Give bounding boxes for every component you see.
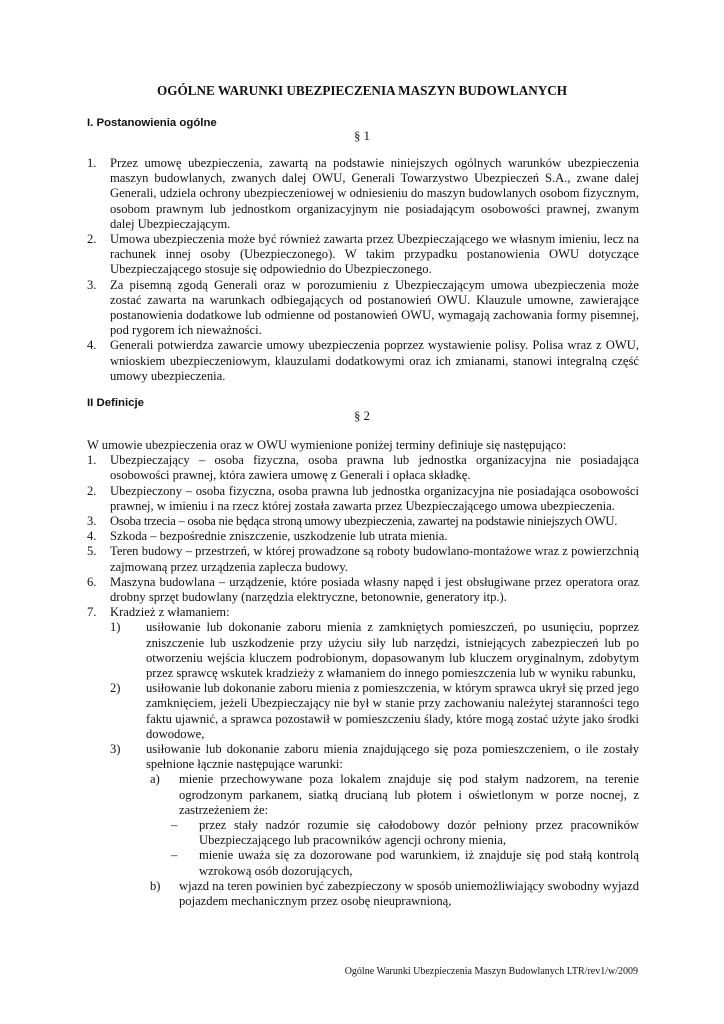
list-item (87, 156, 639, 232)
sub-list-item (87, 742, 639, 772)
item-number: 5. (87, 544, 97, 559)
list-item (87, 338, 639, 384)
list-item (87, 529, 639, 544)
item-number: 3. (87, 514, 97, 529)
sub-item-text: usiłowanie lub dokonanie zaboru mienia z pomieszczenia, w którym sprawca ukrył się przed jego zamknięciem, jeżeli Ubezpieczający nie był w stanie przy zachowaniu należytej staranności tego faktu ujawnić, a sprawca pozostawił w pomieszczeniu ślady, które mogą zostać użyte jako środki dowodowe, (146, 681, 639, 741)
definitions-intro: W umowie ubezpieczenia oraz w OWU wymienione poniżej terminy definiuje się następująco: (87, 438, 567, 452)
paragraph-symbol-1: § 1 (354, 129, 370, 143)
item-text: Przez umowę ubezpieczenia, zawartą na podstawie niniejszych ogólnych warunków ubezpieczenia maszyn budowlanych, zwanych dalej OWU, Generali Towarzystwo Ubezpieczeń S.A., zwane dalej Generali, udziela ochrony ubezpieczeniowej w odniesieniu do maszyn budowlanych osobom fizycznym, osobom prawnym lub jednostkom organizacyjnym nie posiadającym osobowości prawnej, zwanym dalej Ubezpieczającym. (110, 156, 639, 231)
letter-item-label: b) (150, 878, 161, 893)
sub-item-text: usiłowanie lub dokonanie zaboru mienia znajdującego się poza pomieszczeniem, o ile zostały spełnione łącznie następujące warunki: (146, 742, 639, 772)
item-number: 2. (87, 232, 97, 247)
list-item (87, 453, 639, 483)
letter-item-text: wjazd na teren powinien być zabezpieczony w sposób uniemożliwiający swobodny wyjazd pojazdem mechanicznym przez osobę nieuprawnioną, (179, 878, 639, 909)
list-item (87, 605, 639, 620)
letter-list-item (87, 879, 639, 909)
section-heading-definitions: II Definicje (87, 397, 144, 409)
item-text: Umowa ubezpieczenia może być również zawarta przez Ubezpieczającego we własnym imieniu, lecz na rachunek innej osoby (Ubezpieczonego). W takim przypadku postanowienia OWU dotyczące Ubezpieczającego stosuje się odpowiednio do Ubezpieczonego. (110, 232, 639, 277)
item-text: Generali potwierdza zawarcie umowy ubezpieczenia poprzez wystawienie polisy. Polisa wraz z OWU, wnioskiem ubezpieczeniowym, klauzulami dodatkowymi oraz ich zmianami, stanowi integralną część umowy ubezpieczenia. (110, 338, 639, 383)
paragraph-symbol-2: § 2 (354, 409, 370, 423)
item-number: 1. (87, 156, 97, 170)
dash-bullet: – (171, 818, 178, 833)
item-text: Osoba trzecia – osoba nie będąca stroną umowy ubezpieczenia, zawartej na podstawie niniejszych OWU. (110, 514, 618, 529)
document-title: OGÓLNE WARUNKI UBEZPIECZENIA MASZYN BUDOWLANYCH (156, 83, 568, 98)
item-number: 6. (87, 574, 97, 589)
sub-item-number: 2) (110, 681, 121, 696)
dash-item-text: mienie uważa się za dozorowane pod warunkiem, iż znajduje się pod stałą kontrolą wzrokową osób dozorujących, (199, 848, 639, 878)
list-item (87, 232, 639, 278)
page-footer: Ogólne Warunki Ubezpieczenia Maszyn Budowlanych LTR/rev1/w/2009 (344, 966, 638, 977)
sub-item-number: 1) (110, 620, 121, 635)
item-number: 4. (87, 529, 97, 544)
item-text: Szkoda – bezpośrednie zniszczenie, uszkodzenie lub utrata mienia. (110, 529, 448, 544)
list-item (87, 544, 639, 574)
section-heading-general: I. Postanowienia ogólne (87, 117, 217, 129)
item-text: Teren budowy – przestrzeń, w której prowadzone są roboty budowlano-montażowe wraz z powierzchnią zajmowaną przez urządzenia zaplecza budowy. (110, 544, 639, 574)
item-text: Za pisemną zgodą Generali oraz w porozumieniu z Ubezpieczającym umowa ubezpieczenia może zostać zawarta na warunkach odbiegających od postanowień OWU. Klauzule umowne, zawierające postanowienia dodatkowe lub odmienne od postanowień OWU, wymagają zachowania formy pisemnej, pod rygorem ich nieważności. (110, 277, 639, 338)
sub-list-item (87, 681, 639, 742)
list-item (87, 575, 639, 605)
item-number: 4. (87, 338, 97, 353)
item-text: Ubezpieczający – osoba fizyczna, osoba prawna lub jednostka organizacyjna nie posiadająca osobowości prawnej, która zawiera umowę z Generali i opłaca składkę. (110, 453, 639, 483)
dash-list-item (87, 848, 639, 878)
letter-item-label: a) (150, 772, 160, 787)
definitions-list (87, 438, 639, 909)
general-provisions-list (87, 156, 639, 384)
item-number: 3. (87, 277, 97, 292)
item-number: 1. (87, 453, 97, 468)
item-text: Kradzież z włamaniem: (110, 605, 230, 620)
letter-list-item (87, 772, 639, 818)
letter-item-text: mienie przechowywane poza lokalem znajduje się pod stałym nadzorem, na terenie ogrodzonym parkanem, siatką drucianą lub płotem i oświetlonym w porze nocnej, z zastrzeżeniem że: (179, 772, 639, 817)
sub-list-item (87, 620, 639, 681)
dash-list-item (87, 818, 639, 848)
list-item (87, 278, 639, 339)
dash-bullet: – (171, 848, 178, 863)
item-number: 2. (87, 483, 97, 498)
item-text: Maszyna budowlana – urządzenie, które posiada własny napęd i jest obsługiwane przez operatora oraz drobny sprzęt budowlany (narzędzia elektryczne, betonownie, generatory itp.). (110, 574, 639, 605)
dash-item-text: przez stały nadzór rozumie się całodobowy dozór pełniony przez pracowników Ubezpieczającego lub pracowników agencji ochrony mienia, (199, 818, 639, 848)
list-item (87, 484, 639, 514)
list-item (87, 514, 639, 529)
item-text: Ubezpieczony – osoba fizyczna, osoba prawna lub jednostka organizacyjna nie posiadająca osobowości prawnej, w imieniu i na rzecz której została zawarta przez Ubezpieczającego umowa ubezpieczenia. (110, 483, 639, 513)
sub-item-text: usiłowanie lub dokonanie zaboru mienia z zamkniętych pomieszczeń, po usunięciu, poprzez zniszczenie lub uszkodzenie przy użyciu siły lub narzędzi, istniejących zabezpieczeń lub po otworzeniu wejścia kluczem podrobionym, dopasowanym lub kluczem oryginalnym, zdobytym przez sprawcę wskutek kradzieży z włamaniem do innego pomieszczenia lub w wyniku rabunku, (146, 620, 639, 681)
item-number: 7. (87, 605, 97, 620)
sub-item-number: 3) (110, 742, 121, 757)
